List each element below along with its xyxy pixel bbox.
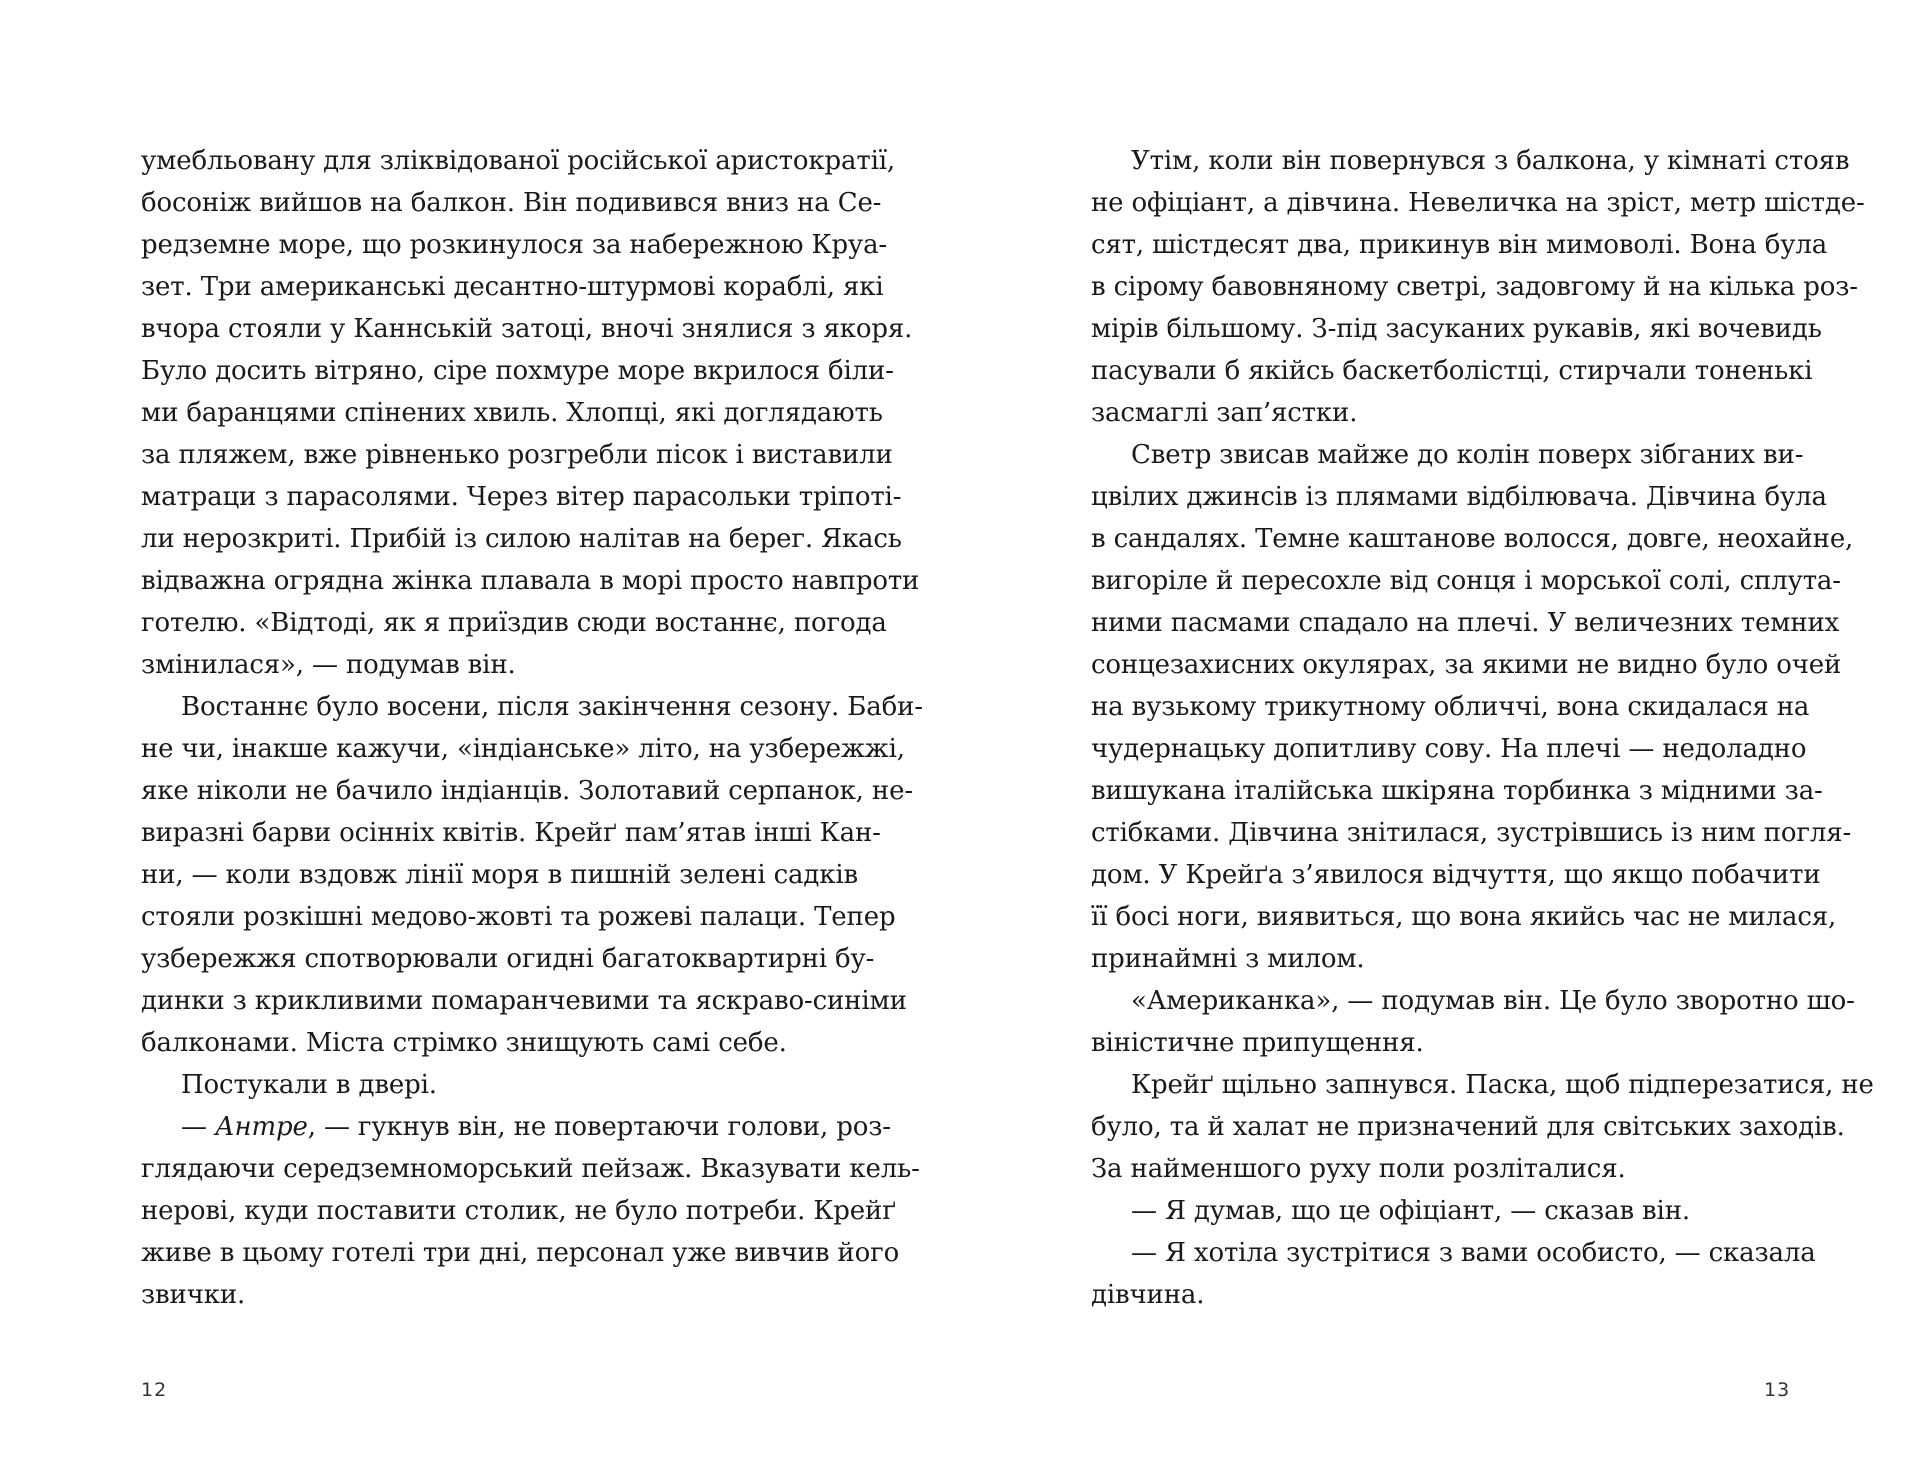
text-line: Постукали в двері. (181, 1070, 437, 1100)
text-line: вигоріле й пересохле від сонця і морської солі, сплута- (1091, 566, 1841, 596)
text-line: глядаючи середземноморський пейзаж. Вказувати кель- (141, 1154, 920, 1184)
text-line: дівчина. (1091, 1280, 1205, 1310)
left-page-number: 12 (141, 1379, 168, 1401)
text-line: чудернацьку допитливу сову. На плечі — недоладно (1091, 734, 1807, 764)
text-line: засмаглі зап’ястки. (1091, 398, 1358, 428)
text-line: За найменшого руху поли розліталися. (1091, 1154, 1626, 1184)
text-line: мірів більшому. З-під засуканих рукавів, які вочевидь (1091, 314, 1822, 344)
left-page-text (141, 140, 923, 1316)
text-line: не офіціант, а дівчина. Невеличка на зріст, метр шістде- (1091, 188, 1865, 218)
text-line: нерові, куди поставити столик, не було потреби. Крейґ (141, 1196, 896, 1226)
text-line: не чи, інакше кажучи, «індіанське» літо, на узбережжі, (141, 734, 905, 764)
italic-word: Антре (214, 1112, 308, 1142)
text-line: Востаннє було восени, після закінчення сезону. Баби- (181, 692, 923, 722)
text-line: в сірому бавовняному светрі, задовгому й на кілька роз- (1091, 272, 1858, 302)
text-line: принаймні з милом. (1091, 944, 1365, 974)
text-line: — Антре, — гукнув він, не повертаючи голови, роз- (181, 1112, 891, 1142)
text-line: віністичне припущення. (1091, 1028, 1424, 1058)
text-line: змінилася», — подумав він. (141, 650, 516, 680)
text-line: ними пасмами спадало на плечі. У величезних темних (1091, 608, 1840, 638)
text-line: на вузькому трикутному обличчі, вона скидалася на (1091, 692, 1810, 722)
text-line: вчора стояли у Каннській затоці, вночі знялися з якоря. (141, 314, 913, 344)
text-line: відважна огрядна жінка плавала в морі просто навпроти (141, 566, 920, 596)
text-line: звички. (141, 1280, 246, 1310)
text-line: — Я хотіла зустрітися з вами особисто, — сказала (1131, 1238, 1816, 1268)
text-line: балконами. Міста стрімко знищують самі себе. (141, 1028, 787, 1058)
right-page-text (1091, 140, 1874, 1316)
text-line: Було досить вітряно, сіре похмуре море вкрилося біли- (141, 356, 894, 386)
text-line: виразні барви осінніх квітів. Крейґ пам’ятав інші Кан- (141, 818, 881, 848)
text-line: Крейґ щільно запнувся. Паска, щоб підперезатися, не (1131, 1070, 1874, 1100)
text-line: динки з крикливими помаранчевими та яскраво-синіми (141, 986, 907, 1016)
text-line: сонцезахисних окулярах, за якими не видно було очей (1091, 650, 1842, 680)
text-line: її босі ноги, виявиться, що вона якийсь час не милася, (1091, 902, 1837, 932)
right-page-number: 13 (1764, 1379, 1791, 1401)
text-line: умебльовану для зліквідованої російської аристократії, (141, 146, 896, 176)
text-line: цвілих джинсів із плямами відбілювача. Дівчина була (1091, 482, 1827, 512)
text-line: ми баранцями спінених хвиль. Хлопці, які доглядають (141, 398, 883, 428)
text-line: стібками. Дівчина знітилася, зустрівшись із ним погля- (1091, 818, 1852, 848)
text-line: ни, — коли вздовж лінії моря в пишній зелені садків (141, 860, 858, 890)
text-line: дом. У Крейґа з’явилося відчуття, що якщо побачити (1091, 860, 1821, 890)
text-line: матраци з парасолями. Через вітер парасольки тріпоті- (141, 482, 902, 512)
text-line: сят, шістдесят два, прикинув він мимоволі. Вона була (1091, 230, 1828, 260)
text-line: пасували б якійсь баскетболістці, стирчали тоненькі (1091, 356, 1813, 386)
text-line: — Я думав, що це офіціант, — сказав він. (1131, 1196, 1690, 1226)
text-line: вишукана італійська шкіряна торбинка з мідними за- (1091, 776, 1823, 806)
text-line: в сандалях. Темне каштанове волосся, довге, неохайне, (1091, 524, 1854, 554)
text-line: узбережжя спотворювали огидні багатоквартирні бу- (141, 944, 875, 974)
text-line: стояли розкішні медово-жовті та рожеві палаци. Тепер (141, 902, 896, 932)
text-line: було, та й халат не призначений для світських заходів. (1091, 1112, 1845, 1142)
text-line: за пляжем, вже рівненько розгребли пісок і виставили (141, 440, 893, 470)
text-line: живе в цьому готелі три дні, персонал уже вивчив його (141, 1238, 900, 1268)
text-line: Светр звисав майже до колін поверх зібганих ви- (1131, 440, 1804, 470)
text-line: готелю. «Відтоді, як я приїздив сюди востаннє, погода (141, 608, 887, 638)
text-line: редземне море, що розкинулося за набережною Круа- (141, 230, 888, 260)
text-line: босоніж вийшов на балкон. Він подивився вниз на Се- (141, 188, 882, 218)
text-line: «Американка», — подумав він. Це було зворотно шо- (1131, 986, 1855, 1016)
text-line: ли нерозкриті. Прибій із силою налітав на берег. Якась (141, 524, 902, 554)
text-line: яке ніколи не бачило індіанців. Золотавий серпанок, не- (141, 776, 913, 806)
text-line: Утім, коли він повернувся з балкона, у кімнаті стояв (1131, 146, 1850, 176)
text-line: зет. Три американські десантно-штурмові кораблі, які (141, 272, 884, 302)
